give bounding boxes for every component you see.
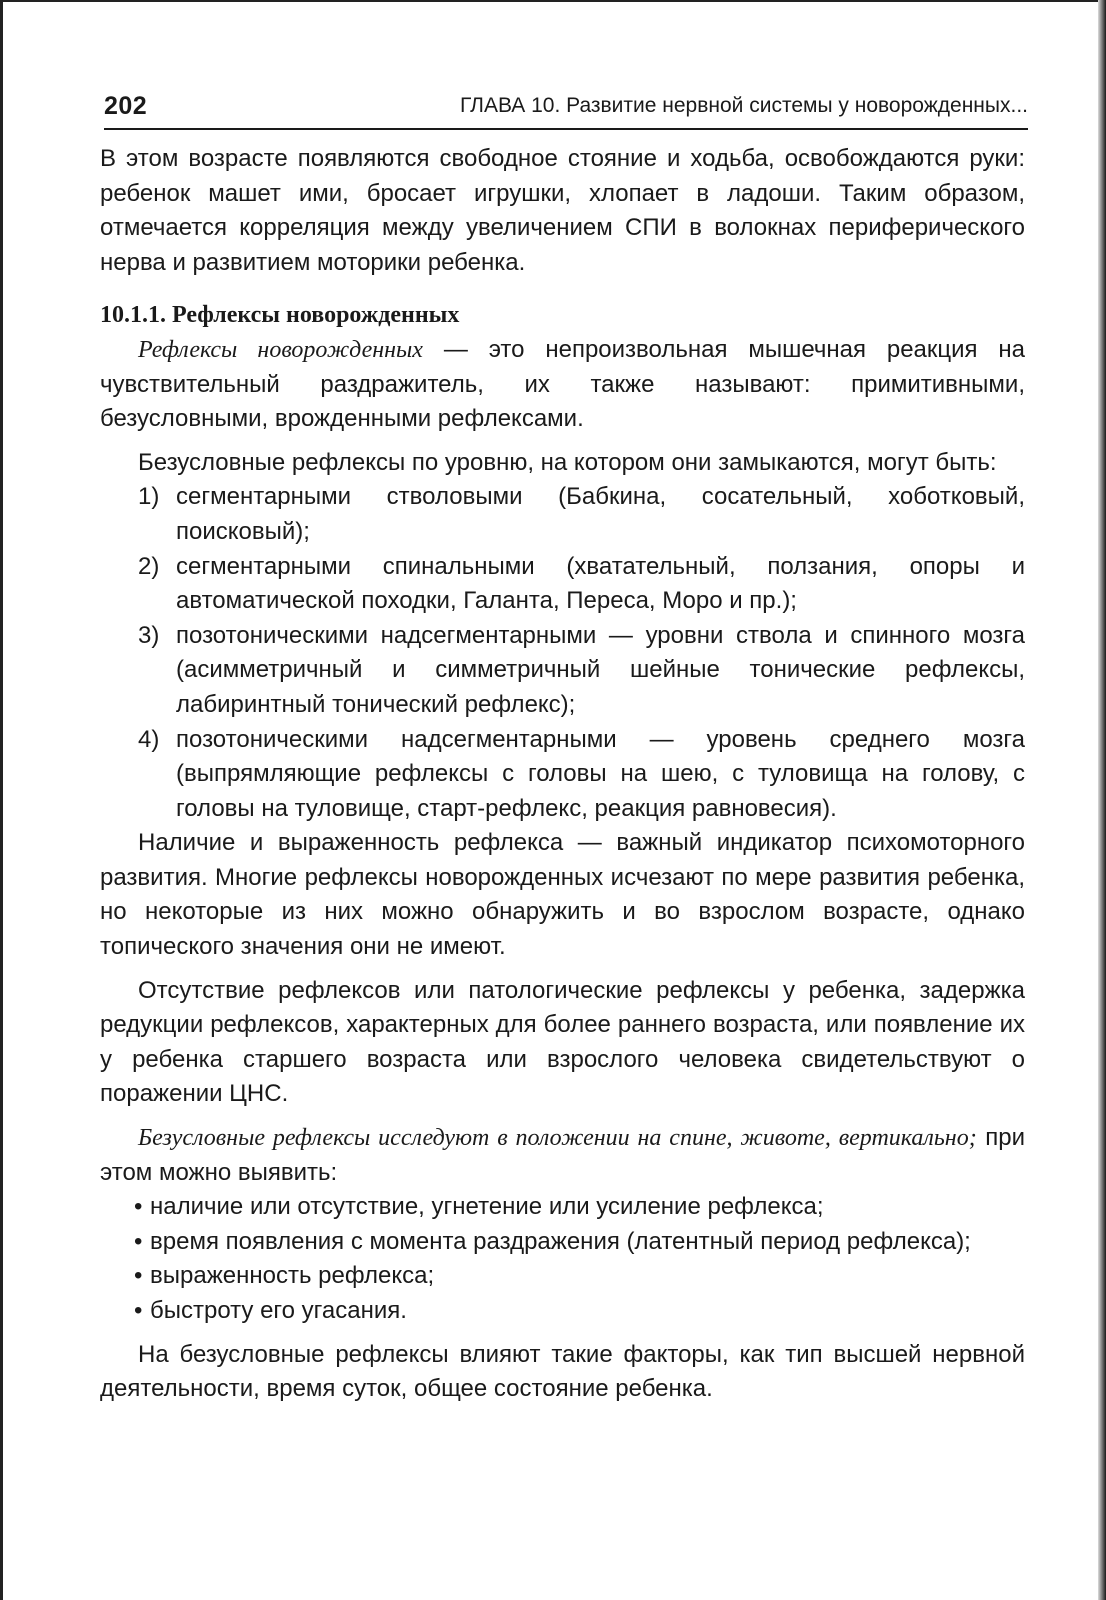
list-item <box>100 619 1025 723</box>
definition-paragraph <box>100 333 1025 437</box>
list-number: 2) <box>138 552 160 580</box>
bullet-icon: • <box>134 1262 143 1290</box>
section-heading: 10.1.1. Рефлексы новорожденных <box>100 302 460 329</box>
list-item <box>100 1190 1025 1225</box>
list-item <box>100 1225 1025 1260</box>
list-item <box>100 1259 1025 1294</box>
list-item-text: позотоническими надсегментарными — уровень среднего мозга (выпрямляющие рефлексы с головы на шею, с туловища на голову, с головы на туловище, старт-рефлекс, реакция равновесия). <box>176 725 1025 822</box>
bullet-icon: • <box>134 1297 143 1324</box>
list-number: 4) <box>138 725 160 753</box>
examination-findings-list <box>100 1190 1025 1328</box>
list-item <box>100 550 1025 619</box>
page-number: 202 <box>104 92 148 120</box>
definition-term: Рефлексы новорожденных <box>138 336 423 363</box>
list-item <box>100 723 1025 827</box>
list-number: 1) <box>138 483 160 511</box>
list-item <box>100 1294 1025 1329</box>
page-edge-shadow <box>1098 0 1106 1600</box>
examination-text: при этом можно выявить: <box>100 1124 1026 1186</box>
indicator-paragraph: Наличие и выраженность рефлекса — важный индикатор психомоторного развития. Многие рефлексы новорожденных исчезают по мере развития ребенка, но некоторые из них можно обнаружить и во взрослом возрасте, однако топического значения они не имеют. <box>100 829 1025 961</box>
list-item-text: позотоническими надсегментарными — уровни ствола и спинного мозга (асимметричный и симметричный шейные тонические рефлексы, лабиринтный тонический рефлекс); <box>176 621 1025 718</box>
bullet-icon: • <box>134 1227 143 1255</box>
list-item-text: сегментарными спинальными (хватательный, ползания, опоры и автоматической походки, Галанта, Переса, Моро и пр.); <box>176 552 1025 615</box>
list-item-text: быстроту его угасания. <box>150 1297 407 1324</box>
intro-paragraph: В этом возрасте появляются свободное стояние и ходьба, освобождаются руки: ребенок машет ими, бросает игрушки, хлопает в ладоши. Таким образом, отмечается корреляция между увеличением СПИ в волокнах периферического нерва и развитием моторики ребенка. <box>100 145 1025 276</box>
closing-paragraph: На безусловные рефлексы влияют такие факторы, как тип высшей нервной деятельности, время суток, общее состояние ребенка. <box>100 1340 1025 1403</box>
examination-paragraph <box>100 1121 1025 1190</box>
examination-positions: Безусловные рефлексы исследуют в положении на спине, животе, вертикально; <box>138 1125 977 1152</box>
running-head: ГЛАВА 10. Развитие нервной системы у новорожденных... <box>459 94 1028 117</box>
list-item-text: сегментарными стволовыми (Бабкина, сосательный, хоботковый, поисковый); <box>176 483 1025 545</box>
levels-intro-paragraph: Безусловные рефлексы по уровню, на котором они замыкаются, могут быть: <box>138 448 997 476</box>
page-header <box>104 92 1028 130</box>
list-item-text: наличие или отсутствие, угнетение или усиление рефлекса; <box>150 1193 824 1221</box>
list-item-text: выраженность рефлекса; <box>150 1262 435 1290</box>
list-number: 3) <box>138 621 160 649</box>
bullet-icon: • <box>134 1193 143 1221</box>
list-item-text: время появления с момента раздражения (латентный период рефлекса); <box>150 1227 971 1255</box>
page-body <box>100 142 1025 1407</box>
definition-text: — это непроизвольная мышечная реакция на чувствительный раздражитель, их также называют: примитивными, безусловными, врожденными рефлексами. <box>100 335 1026 433</box>
absence-paragraph: Отсутствие рефлексов или патологические рефлексы у ребенка, задержка редукции рефлексов, характерных для более раннего возраста, или появление их у ребенка старшего возраста или взрослого человека свидетельствуют о поражении ЦНС. <box>100 976 1025 1108</box>
list-item <box>100 480 1025 549</box>
reflex-levels-list <box>100 480 1025 826</box>
